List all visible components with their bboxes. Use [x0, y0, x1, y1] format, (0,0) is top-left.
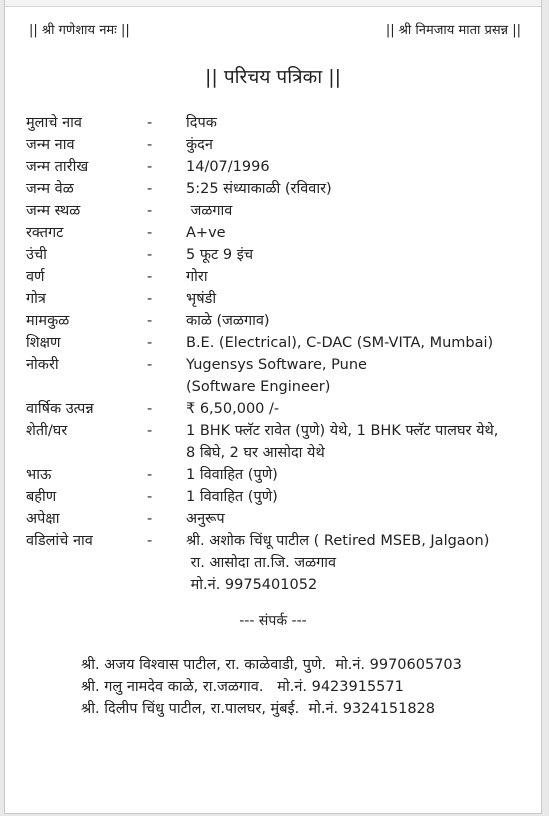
detail-separator: -: [147, 115, 153, 131]
detail-row: [26, 178, 541, 200]
biodata-details: [26, 112, 541, 596]
document-title: || परिचय पत्रिका ||: [204, 66, 341, 88]
document-page: [4, 0, 542, 814]
detail-value: कुंदन: [186, 137, 213, 153]
detail-separator: -: [147, 181, 153, 197]
detail-separator: -: [147, 533, 153, 549]
detail-value: मो.नं. 9975401052: [186, 577, 318, 593]
detail-value: गोरा: [186, 269, 208, 285]
detail-separator: -: [147, 247, 153, 263]
detail-label: बहीण: [26, 489, 57, 505]
detail-row: [26, 464, 541, 486]
detail-row: [26, 486, 541, 508]
detail-value: 1 BHK फ्लॅट रावेत (पुणे) येथे, 1 BHK फ्लॅट पालघर येथे,: [186, 423, 499, 439]
detail-label: मुलाचे नाव: [26, 115, 82, 131]
detail-separator: -: [147, 401, 153, 417]
detail-separator: -: [147, 159, 153, 175]
detail-separator: -: [147, 489, 153, 505]
contact-list: [81, 654, 462, 720]
detail-value: (Software Engineer): [186, 379, 331, 395]
detail-separator: -: [147, 269, 153, 285]
detail-separator: -: [147, 225, 153, 241]
detail-value: 1 विवाहित (पुणे): [186, 467, 278, 483]
detail-value: 5 फूट 9 इंच: [186, 247, 254, 263]
detail-label: जन्म तारीख: [26, 159, 89, 175]
contact-line: श्री. गलु नामदेव काळे, रा.जळगाव. मो.नं. 9423915571: [81, 679, 404, 695]
detail-value: 14/07/1996: [186, 159, 270, 175]
detail-row: [26, 222, 541, 244]
detail-separator: -: [147, 423, 153, 439]
detail-label: रक्तगट: [26, 225, 64, 241]
detail-separator: -: [147, 357, 153, 373]
detail-label: शिक्षण: [26, 335, 61, 351]
detail-label: उंची: [26, 247, 47, 263]
detail-label: जन्म वेळ: [26, 181, 74, 197]
detail-label: मामकुळ: [26, 313, 70, 329]
detail-value: रा. आसोदा ता.जि. जळगाव: [186, 555, 337, 571]
detail-row: [26, 200, 541, 222]
detail-value: श्री. अशोक चिंधू पाटील ( Retired MSEB, Jalgaon): [186, 533, 490, 549]
contact-line: श्री. दिलीप चिंधु पाटील, रा.पालघर, मुंबई. मो.नं. 9324151828: [81, 701, 436, 717]
detail-label: अपेक्षा: [26, 511, 60, 527]
detail-value: ₹ 6,50,000 /-: [186, 401, 280, 417]
contact-heading: --- संपर्क ---: [239, 613, 307, 629]
detail-separator: -: [147, 335, 153, 351]
detail-value: जळगाव: [186, 203, 233, 219]
page-top-edge: [5, 0, 541, 7]
detail-row: [26, 332, 541, 354]
detail-separator: -: [147, 203, 153, 219]
detail-value: 8 बिघे, 2 घर आसोदा येथे: [186, 445, 325, 461]
detail-label: वडिलांचे नाव: [26, 533, 93, 549]
detail-value: Yugensys Software, Pune: [186, 357, 367, 373]
detail-row: [26, 398, 541, 420]
detail-row: [26, 244, 541, 266]
detail-separator: -: [147, 511, 153, 527]
detail-row: [26, 112, 541, 134]
detail-value: B.E. (Electrical), C-DAC (SM-VITA, Mumbai): [186, 335, 494, 351]
detail-separator: -: [147, 137, 153, 153]
detail-value: अनुरूप: [186, 511, 225, 527]
detail-value: दिपक: [186, 115, 217, 131]
detail-row: [26, 134, 541, 156]
detail-label: नोकरी: [26, 357, 59, 373]
detail-value: काळे (जळगाव): [186, 313, 270, 329]
left-invocation: || श्री गणेशाय नमः ||: [29, 23, 130, 38]
detail-label: वर्ण: [26, 269, 45, 285]
contact-line: श्री. अजय विश्वास पाटील, रा. काळेवाडी, पुणे. मो.नं. 9970605703: [81, 657, 462, 673]
detail-label: गोत्र: [26, 291, 46, 307]
detail-row: [26, 288, 541, 310]
detail-label: जन्म नाव: [26, 137, 75, 153]
detail-label: भाऊ: [26, 467, 52, 483]
detail-label: वार्षिक उत्पन्न: [26, 401, 94, 417]
detail-value: 1 विवाहित (पुणे): [186, 489, 278, 505]
detail-separator: -: [147, 291, 153, 307]
detail-separator: -: [147, 313, 153, 329]
detail-value: भृषंडी: [186, 291, 217, 307]
detail-row: [26, 156, 541, 178]
detail-value: 5:25 संध्याकाळी (रविवार): [186, 181, 332, 197]
detail-value: A+ve: [186, 225, 226, 241]
detail-row: [26, 310, 541, 332]
detail-row: [26, 266, 541, 288]
detail-row: [26, 354, 541, 398]
detail-label: जन्म स्थळ: [26, 203, 81, 219]
right-invocation: || श्री निमजाय माता प्रसन्न ||: [385, 23, 521, 38]
detail-label: शेती/घर: [26, 423, 68, 439]
detail-row: [26, 530, 541, 596]
detail-row: [26, 508, 541, 530]
detail-row: [26, 420, 541, 464]
detail-separator: -: [147, 467, 153, 483]
